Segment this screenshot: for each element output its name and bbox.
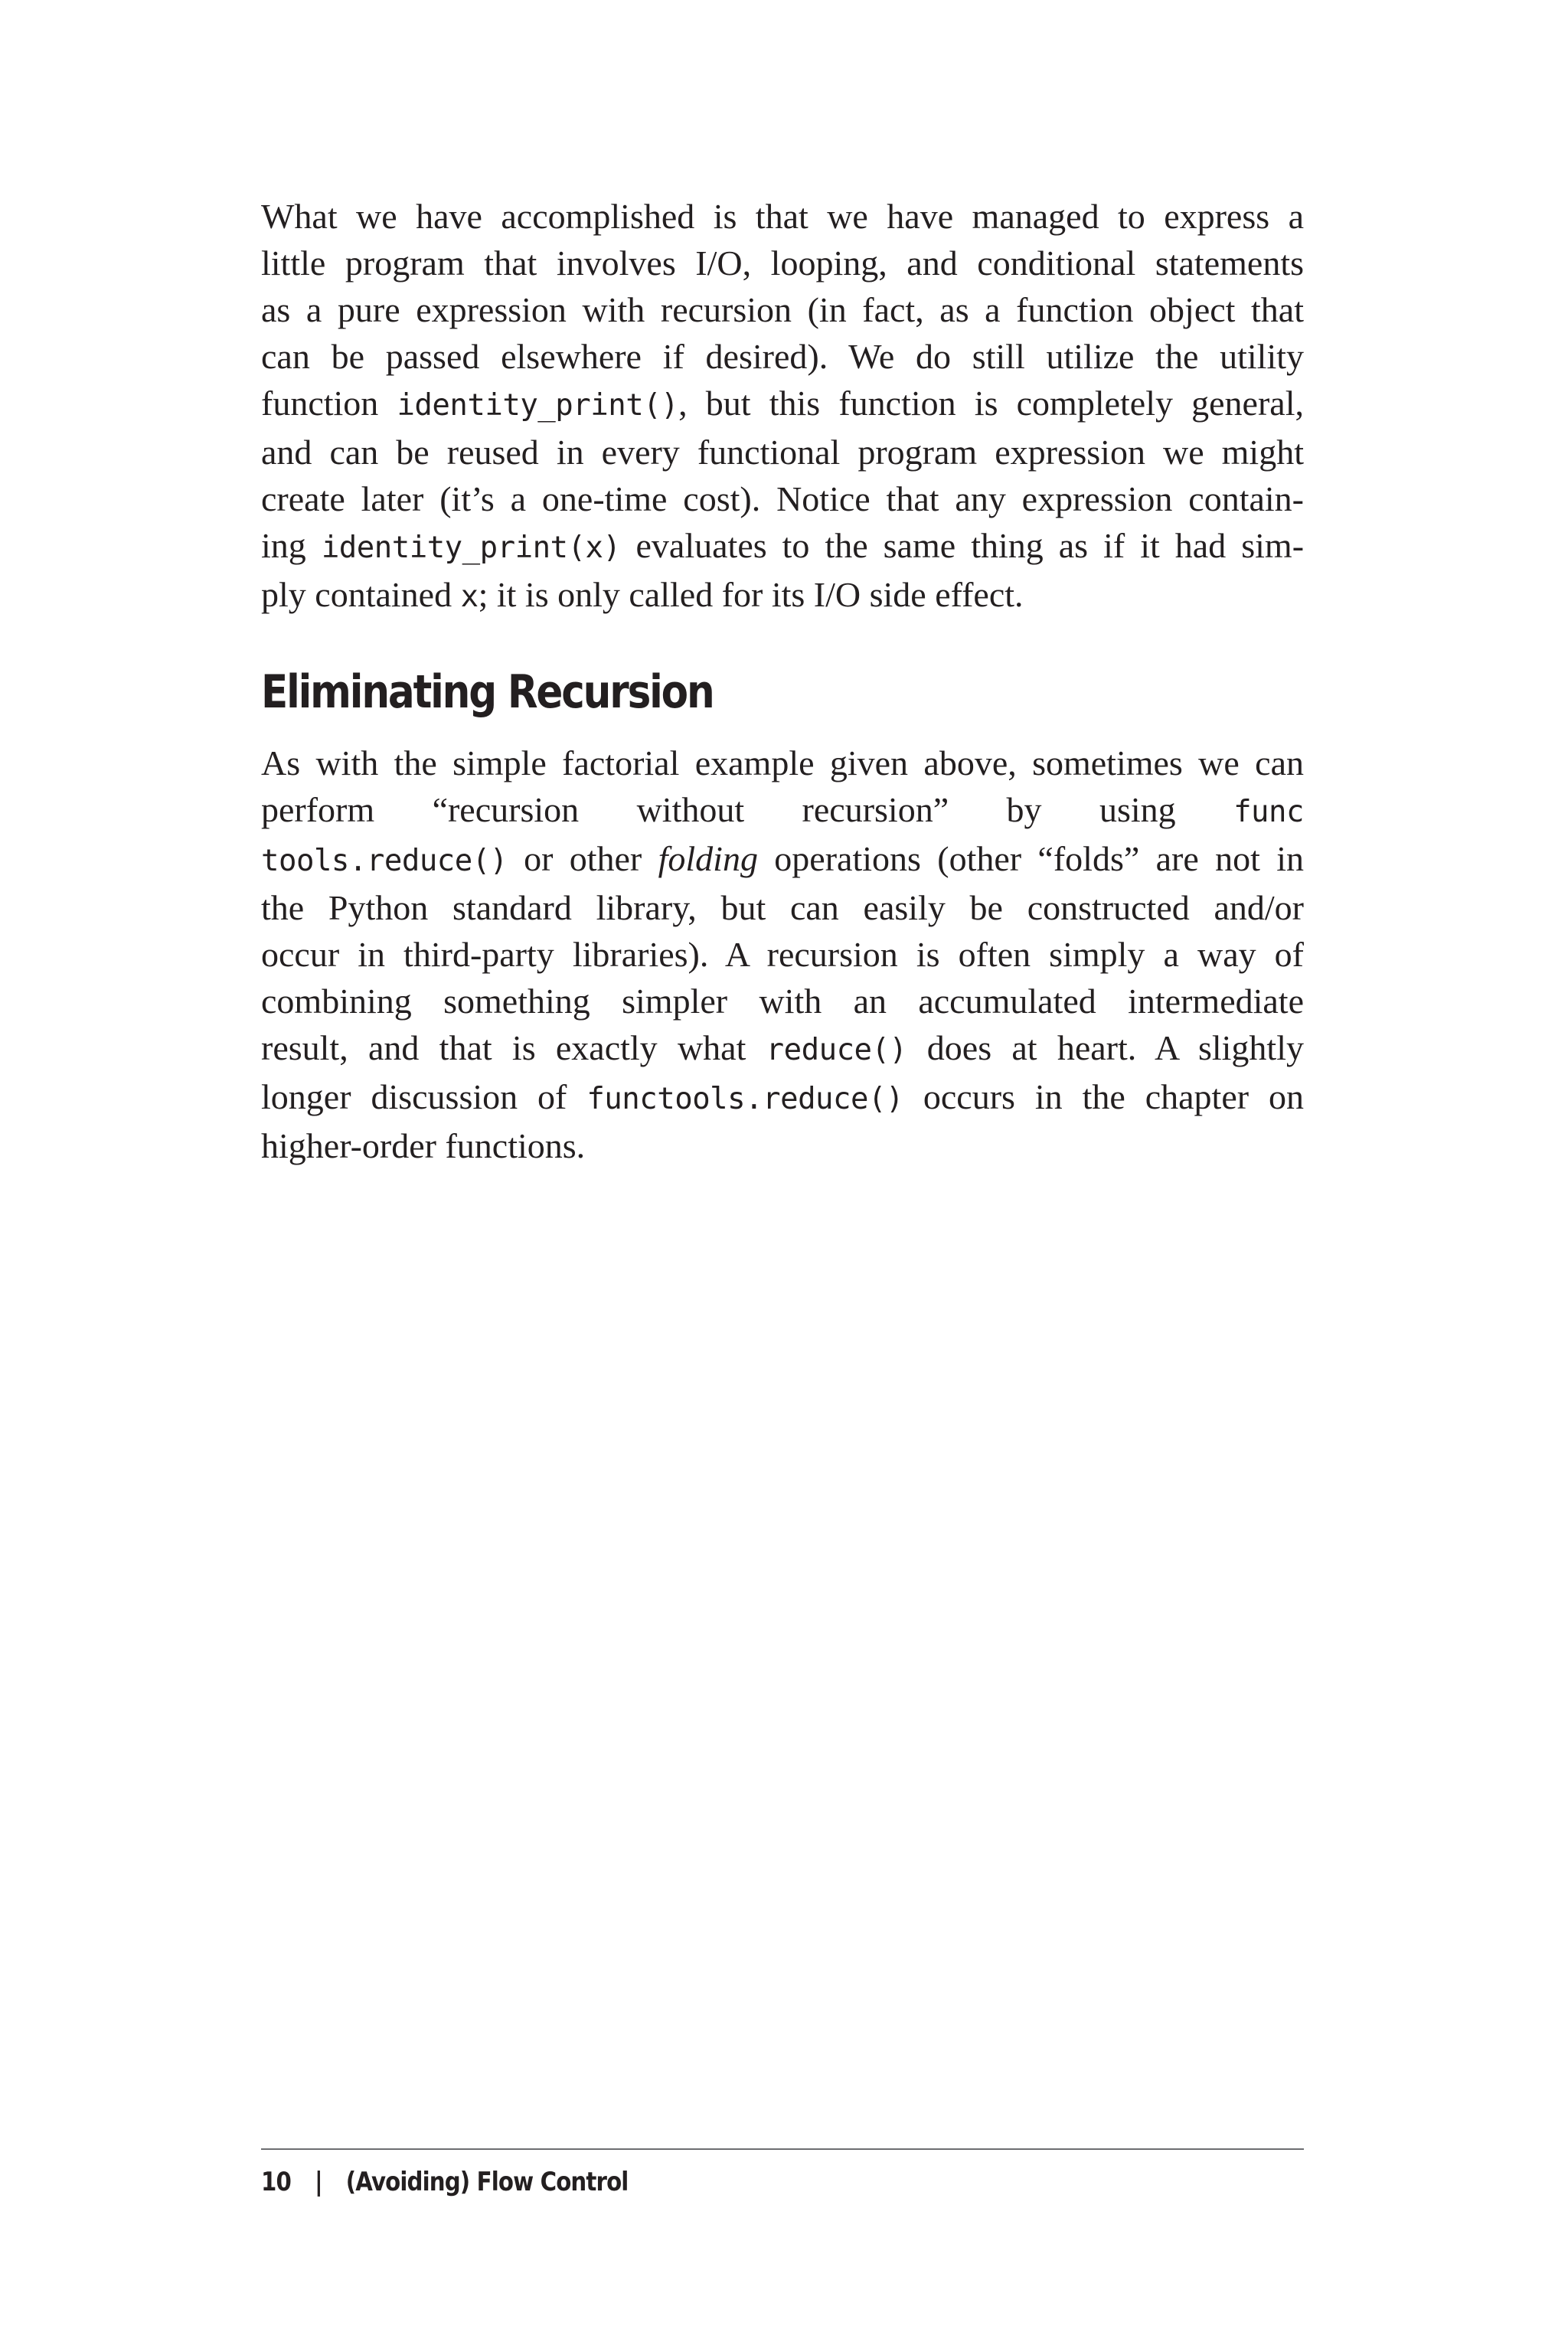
inline-code: identity_print(x)	[321, 531, 621, 565]
inline-code: identity_print()	[397, 388, 679, 423]
text-line: higher-order functions.	[261, 1126, 586, 1165]
intro-paragraph	[261, 193, 1304, 620]
text-line: combining something simpler with an accumulated intermediate	[261, 982, 1304, 1021]
text-line: function identity_print(), but this function is completely general,	[261, 384, 1304, 423]
text-line: ing identity_print(x) evaluates to the same thing as if it had sim-	[261, 526, 1305, 565]
text-line: tools.reduce() or other folding operations (other “folds” are not in	[261, 839, 1305, 878]
text-line: As with the simple factorial example given above, sometimes we can	[261, 743, 1304, 782]
inline-code: x	[460, 580, 479, 614]
emphasis-text: folding	[658, 839, 758, 878]
text-line: result, and that is exactly what reduce() does at heart. A slightly	[261, 1028, 1304, 1067]
footer-separator: |	[314, 2167, 322, 2197]
text-line: longer discussion of functools.reduce() occurs in the chapter on	[261, 1077, 1304, 1116]
text-line: What we have accomplished is that we have managed to express a	[261, 197, 1304, 236]
text-line: the Python standard library, but can easily be constructed and/or	[261, 888, 1304, 927]
inline-code: functools.reduce()	[586, 1082, 903, 1116]
text-line: can be passed elsewhere if desired). We do still utilize the utility	[261, 337, 1304, 376]
page-footer	[261, 2148, 1304, 2199]
text-line: ply contained x; it is only called for its I/O side effect.	[261, 575, 1024, 614]
text-line: and can be reused in every functional program expression we might	[261, 433, 1304, 472]
chapter-title: (Avoiding) Flow Control	[345, 2167, 629, 2197]
inline-code: reduce()	[766, 1033, 907, 1067]
text-line: little program that involves I/O, looping, and conditional statements	[261, 243, 1304, 283]
section-heading: Eliminating Recursion	[261, 665, 714, 719]
text-line: create later (it’s a one-time cost). Notice that any expression contain-	[261, 479, 1304, 518]
text-line: as a pure expression with recursion (in fact, as a function object that	[261, 290, 1304, 329]
inline-code: func	[1233, 795, 1304, 829]
footer-rule	[261, 2148, 1304, 2150]
inline-code: tools.reduce()	[261, 844, 508, 878]
text-line: perform “recursion without recursion” by using func	[261, 790, 1304, 829]
page-number: 10	[261, 2167, 291, 2197]
text-line: occur in third-party libraries). A recursion is often simply a way of	[261, 935, 1304, 974]
running-footer	[261, 2165, 1158, 2199]
body-paragraph	[261, 740, 1304, 1169]
page-content	[261, 193, 1304, 1169]
